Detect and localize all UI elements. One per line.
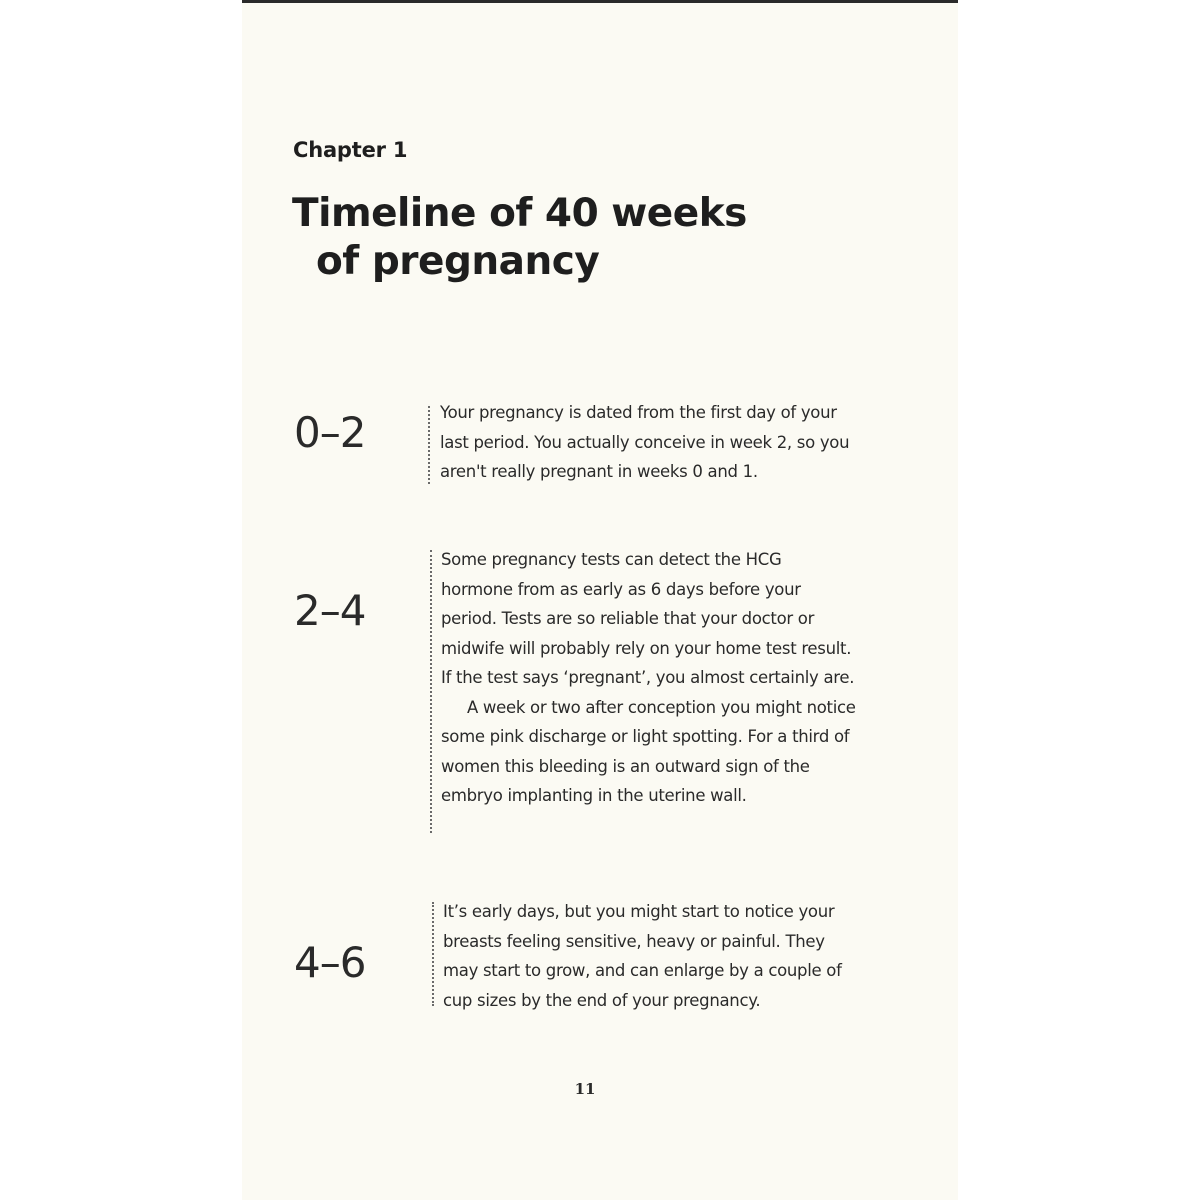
weeks-range-label: 4–6: [294, 938, 366, 987]
entry-paragraph: Some pregnancy tests can detect the HCG hormone from as early as 6 days before your period. Tests are so reliable that your doctor or midwife will probably rely on your home test result. If the test says ‘pregnant’, you almost certainly are.: [441, 550, 855, 687]
chapter-title-line-2: of pregnancy: [316, 239, 600, 284]
entry-text: [443, 897, 863, 1015]
chapter-label: Chapter 1: [293, 138, 408, 162]
entry-text: [441, 545, 856, 811]
dotted-divider: [432, 902, 434, 1006]
weeks-range-label: 0–2: [294, 408, 366, 457]
chapter-title-line-1: Timeline of 40 weeks: [292, 191, 747, 236]
dotted-divider: [428, 406, 430, 484]
dotted-divider: [430, 550, 432, 833]
entry-text: [440, 398, 858, 487]
entry-paragraph: Your pregnancy is dated from the first day of your last period. You actually conceive in week 2, so you aren't really pregnant in weeks 0 and 1.: [440, 403, 850, 481]
page-top-edge: [242, 0, 958, 3]
entry-paragraph: A week or two after conception you might notice some pink discharge or light spotting. For a third of women this bleeding is an outward sign of the embryo implanting in the uterine wall.: [441, 697, 856, 805]
entry-paragraph: It’s early days, but you might start to notice your breasts feeling sensitive, heavy or painful. They may start to grow, and can enlarge by a couple of cup sizes by the end of your pregnancy.: [443, 902, 842, 1010]
page-number: 11: [574, 1080, 596, 1098]
chapter-title: [292, 190, 747, 286]
weeks-range-label: 2–4: [294, 586, 366, 635]
